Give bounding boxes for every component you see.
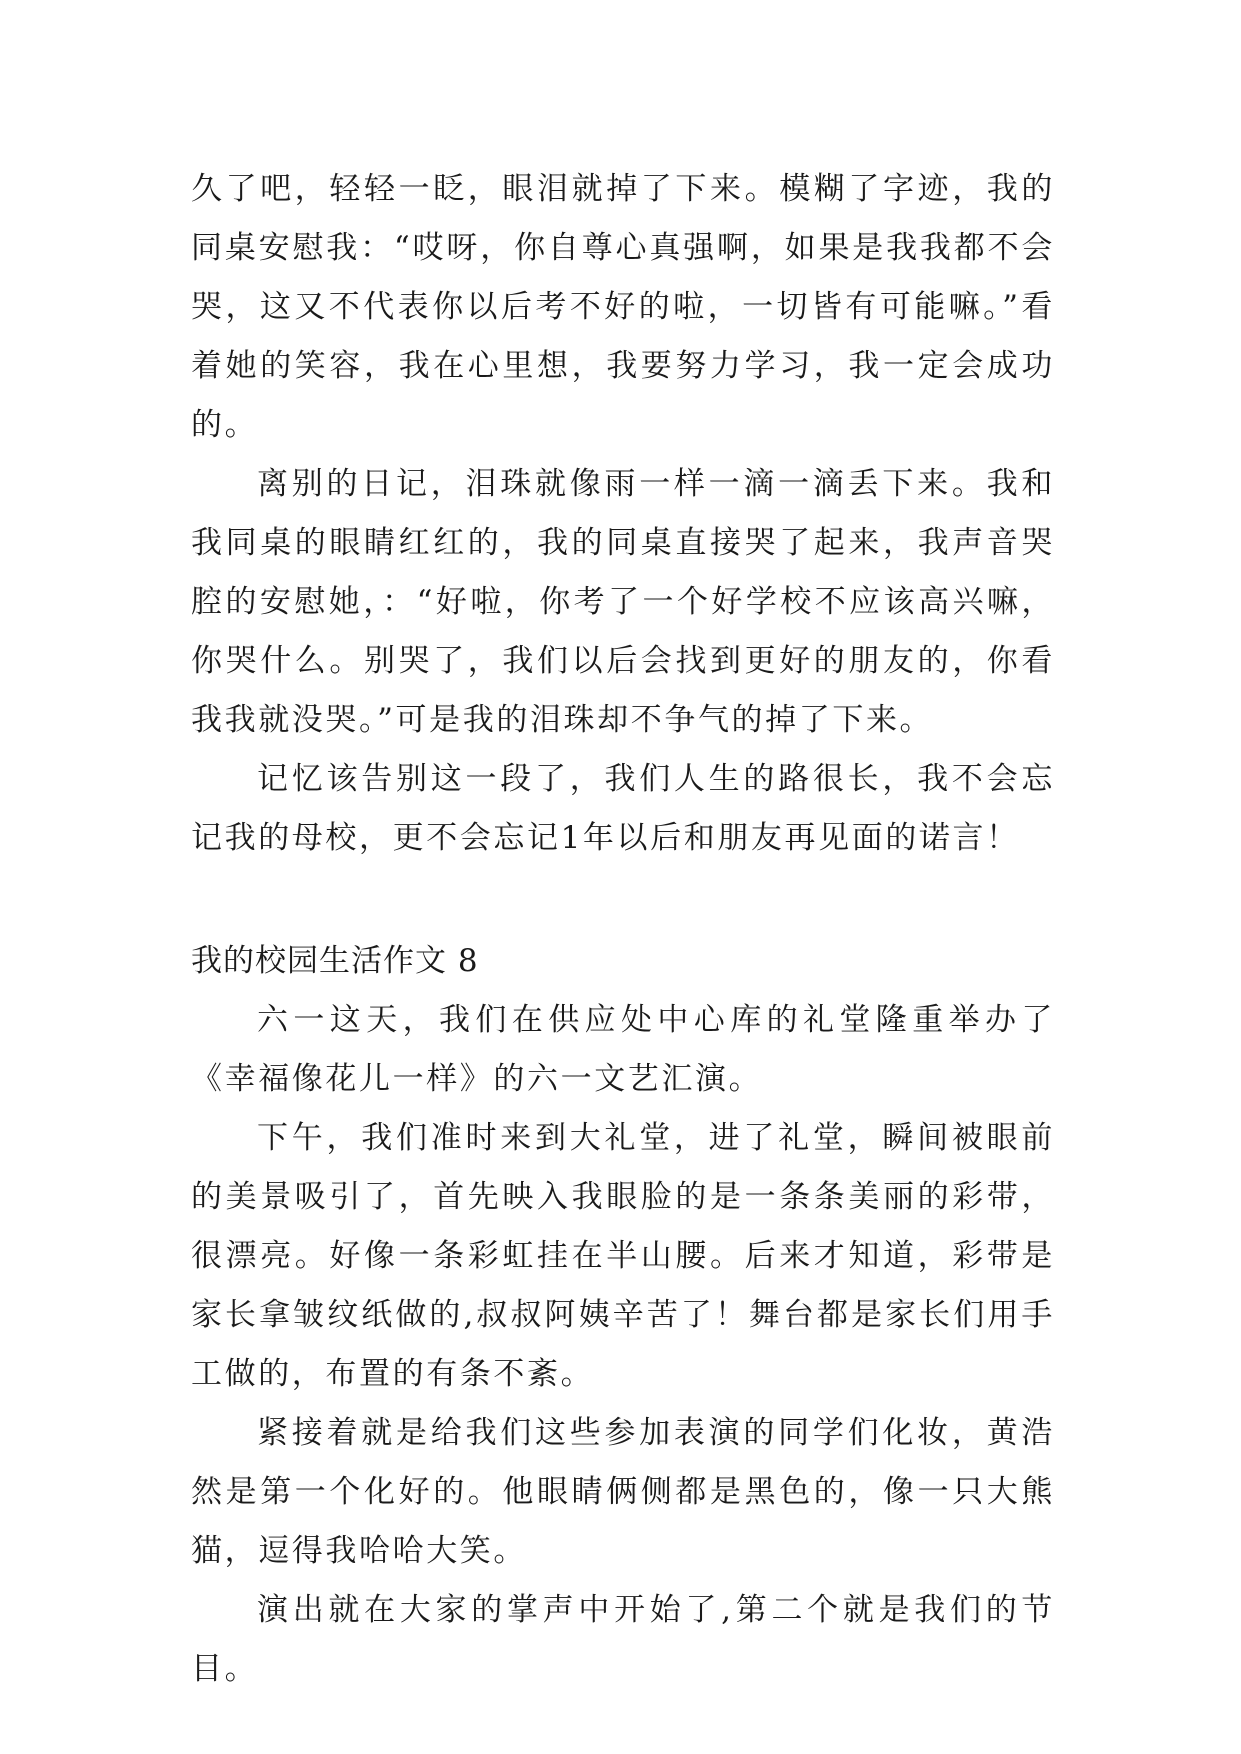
paragraph-continuation: 久了吧，轻轻一眨，眼泪就掉了下来。模糊了字迹，我的同桌安慰我：“哎呀，你自尊心真强啊，如果是我我都不会哭，这又不代表你以后考不好的啦，一切皆有可能嘛。”看着她的笑容，我在心里想，我要努力学习，我一定会成功的。 [191,171,1055,443]
document-page [191,160,1055,1699]
paragraph-makeup: 紧接着就是给我们这些参加表演的同学们化妆，黄浩然是第一个化好的。他眼睛俩侧都是黑色的，像一只大熊猫，逗得我哈哈大笑。 [191,1415,1055,1569]
paragraph-memory: 记忆该告别这一段了，我们人生的路很长，我不会忘记我的母校，更不会忘记1年以后和朋友再见面的诺言！ [191,761,1055,856]
paragraph-performance: 演出就在大家的掌声中开始了,第二个就是我们的节目。 [191,1592,1055,1687]
essay-title: 我的校园生活作文 8 [191,943,479,979]
paragraph-afternoon: 下午，我们准时来到大礼堂，进了礼堂，瞬间被眼前的美景吸引了，首先映入我眼脸的是一条条美丽的彩带，很漂亮。好像一条彩虹挂在半山腰。后来才知道，彩带是家长拿皱纹纸做的,叔叔阿姨辛苦了！舞台都是家长们用手工做的，布置的有条不紊。 [191,1120,1055,1392]
paragraph-farewell-diary: 离别的日记，泪珠就像雨一样一滴一滴丢下来。我和我同桌的眼睛红红的，我的同桌直接哭了起来，我声音哭腔的安慰她，：“好啦，你考了一个好学校不应该高兴嘛，你哭什么。别哭了，我们以后会找到更好的朋友的，你看我我就没哭。”可是我的泪珠却不争气的掉了下来。 [191,466,1055,738]
paragraph-childrens-day: 六一这天，我们在供应处中心库的礼堂隆重举办了《幸福像花儿一样》的六一文艺汇演。 [191,1002,1055,1097]
